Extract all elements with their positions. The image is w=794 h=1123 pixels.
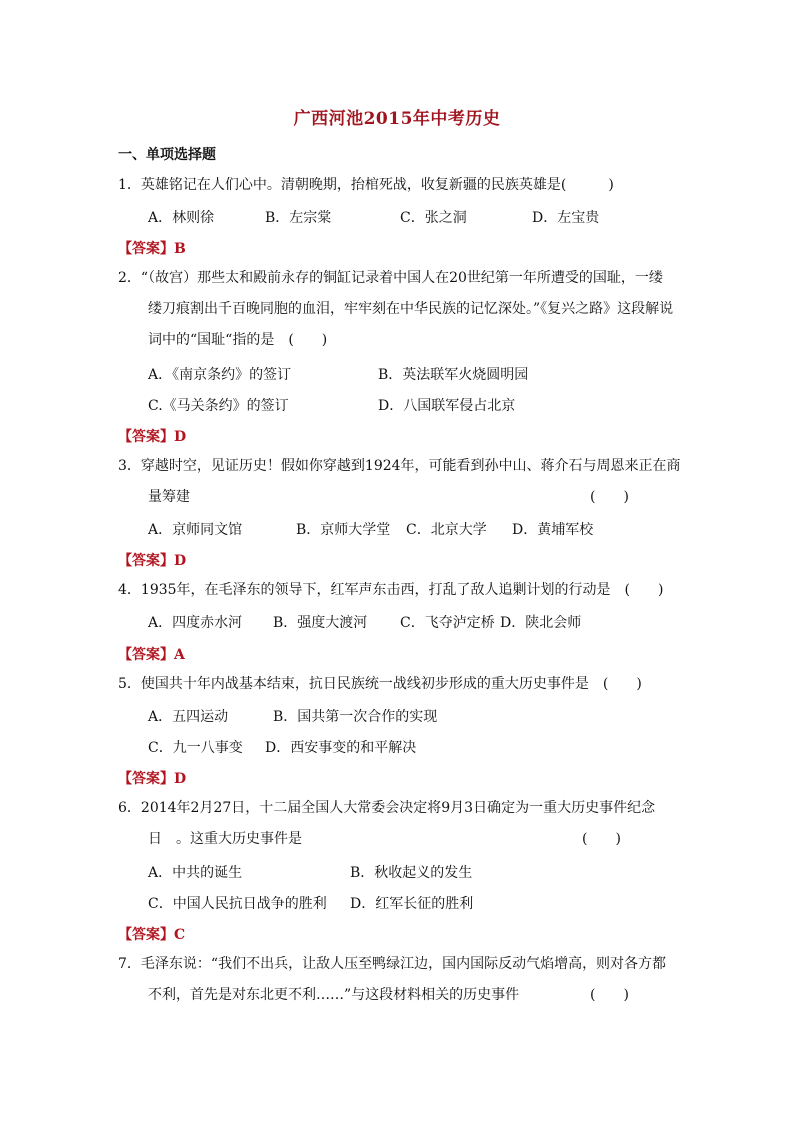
page-title: 广西河池2015年中考历史: [293, 109, 501, 129]
question-1-text: 1．英雄铭记在人们心中。清朝晚期，抬棺死战，收复新疆的民族英雄是( ): [118, 177, 614, 193]
q3-option-b: B．京师大学堂: [296, 522, 391, 538]
question-6-text: 6．2014年2月27日，十二届全国人大常委会决定将9月3日确定为一重大历史事件纪念: [118, 800, 656, 816]
q2-option-d: D．八国联军侵占北京: [378, 398, 516, 414]
q1-option-d: D．左宝贵: [532, 210, 600, 226]
question-4-text: 4．1935年，在毛泽东的领导下，红军声东击西，打乱了敌人追剿计划的行动是 ( ): [118, 582, 664, 598]
q4-option-b: B．强度大渡河: [273, 615, 368, 631]
q4-answer: 【答案】A: [118, 647, 185, 663]
question-7-text: 7．毛泽东说：“我们不出兵，让敌人压至鸭绿江边，国内国际反动气焰增高，则对各方都: [118, 956, 667, 972]
q7-answer-parentheses: ( ): [590, 987, 629, 1003]
q3-option-c: C．北京大学: [406, 522, 487, 538]
question-6-text: 日 。这重大历史事件是: [148, 831, 302, 847]
question-3-text: 3．穿越时空，见证历史！假如你穿越到1924年，可能看到孙中山、蒋介石与周恩来正在商: [118, 458, 681, 474]
question-2-text: 缕刀痕割出千百晚同胞的血泪，牢牢刻在中华民族的记忆深处。”《复兴之路》这段解说: [148, 301, 674, 317]
q1-option-a: A．林则徐: [148, 210, 215, 226]
q6-option-a: A．中共的诞生: [148, 865, 243, 881]
q5-option-a: A．五四运动: [148, 709, 229, 725]
q6-answer: 【答案】C: [118, 927, 186, 943]
question-3-text: 量筹建: [148, 489, 190, 505]
question-2-text: 词中的“国耻“指的是 ( ): [148, 332, 328, 348]
q1-answer: 【答案】B: [118, 241, 186, 257]
q6-option-c: C．中国人民抗日战争的胜利: [148, 896, 327, 912]
q2-option-b: B．英法联军火烧圆明园: [378, 367, 529, 383]
q5-answer: 【答案】D: [118, 771, 187, 787]
q2-option-a: A．《南京条约》的签订: [148, 367, 292, 383]
section-heading: 一、单项选择题: [118, 147, 216, 163]
question-7-text: 不利，首先是对东北更不利……”与这段材料相关的历史事件: [148, 987, 520, 1003]
q2-option-c: C.《马关条约》的签订: [148, 398, 289, 414]
q6-answer-parentheses: ( ): [582, 831, 621, 847]
q1-option-b: B．左宗棠: [265, 210, 332, 226]
question-5-text: 5．使国共十年内战基本结束，抗日民族统一战线初步形成的重大历史事件是 ( ): [118, 676, 642, 692]
q2-answer: 【答案】D: [118, 429, 187, 445]
q3-answer-parentheses: ( ): [590, 489, 629, 505]
q5-option-b: B．国共第一次合作的实现: [273, 709, 438, 725]
q3-option-a: A．京师同文馆: [148, 522, 243, 538]
q5-option-d: D．西安事变的和平解决: [265, 740, 417, 756]
q6-option-b: B．秋收起义的发生: [350, 865, 473, 881]
question-2-text: 2．“（故宫）那些太和殿前永存的铜缸记录着中国人在20世纪第一年所遭受的国耻，一缕: [118, 270, 663, 286]
q3-option-d: D．黄埔军校: [512, 522, 594, 538]
q1-option-c: C．张之洞: [400, 210, 467, 226]
q4-option-a: A．四度赤水河: [148, 615, 243, 631]
q6-option-d: D．红军长征的胜利: [350, 896, 474, 912]
q3-answer: 【答案】D: [118, 553, 187, 569]
q5-option-c: C．九一八事变: [148, 740, 243, 756]
q4-option-d: D．陕北会师: [500, 615, 582, 631]
q4-option-c: C．飞夺泸定桥: [400, 615, 495, 631]
